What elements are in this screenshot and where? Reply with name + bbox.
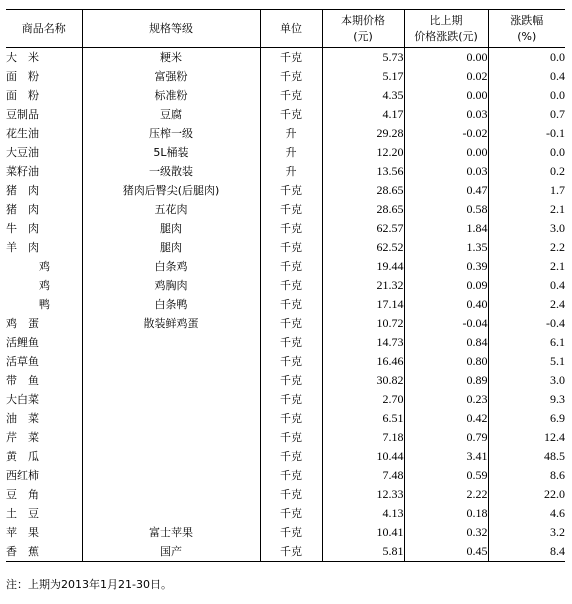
cell-spec	[82, 371, 260, 390]
cell-spec: 粳米	[82, 48, 260, 68]
cell-name: 豆 角	[6, 488, 39, 501]
header-name: 商品名称	[6, 10, 82, 48]
cell-name: 鸡	[39, 260, 50, 273]
cell-spec: 白条鸭	[82, 295, 260, 314]
cell-name: 苹 果	[6, 526, 39, 539]
cell-price: 30.82	[322, 371, 404, 390]
cell-spec: 腿肉	[82, 219, 260, 238]
cell-spec: 腿肉	[82, 238, 260, 257]
table-row	[6, 86, 565, 105]
table-row	[6, 181, 565, 200]
table-row	[6, 447, 565, 466]
cell-diff: 0.59	[404, 466, 488, 485]
cell-diff: 0.58	[404, 200, 488, 219]
table-row	[6, 466, 565, 485]
cell-unit: 千克	[260, 276, 322, 295]
cell-spec	[82, 428, 260, 447]
cell-diff: 0.39	[404, 257, 488, 276]
cell-price: 28.65	[322, 181, 404, 200]
cell-diff: -0.02	[404, 124, 488, 143]
table-row	[6, 428, 565, 447]
cell-spec: 富士苹果	[82, 523, 260, 542]
table-row	[6, 67, 565, 86]
cell-diff: 3.41	[404, 447, 488, 466]
cell-pct: 48.5	[488, 447, 565, 466]
cell-price: 28.65	[322, 200, 404, 219]
cell-name: 豆制品	[6, 108, 39, 121]
cell-spec: 压榨一级	[82, 124, 260, 143]
cell-pct: 0.0	[488, 48, 565, 68]
cell-name: 油 菜	[6, 412, 39, 425]
cell-unit: 千克	[260, 428, 322, 447]
cell-pct: 3.2	[488, 523, 565, 542]
cell-unit: 升	[260, 162, 322, 181]
cell-unit: 千克	[260, 542, 322, 562]
price-table	[6, 9, 565, 562]
cell-pct: 5.1	[488, 352, 565, 371]
cell-pct: -0.4	[488, 314, 565, 333]
table-row	[6, 162, 565, 181]
cell-unit: 千克	[260, 447, 322, 466]
cell-pct: 0.0	[488, 143, 565, 162]
cell-price: 16.46	[322, 352, 404, 371]
cell-name: 黄 瓜	[6, 450, 39, 463]
cell-price: 62.57	[322, 219, 404, 238]
cell-name: 西红柿	[6, 469, 39, 482]
table-row	[6, 48, 565, 68]
cell-diff: 1.84	[404, 219, 488, 238]
cell-unit: 千克	[260, 238, 322, 257]
table-row	[6, 257, 565, 276]
cell-price: 2.70	[322, 390, 404, 409]
cell-spec: 散装鲜鸡蛋	[82, 314, 260, 333]
cell-spec	[82, 409, 260, 428]
cell-price: 29.28	[322, 124, 404, 143]
table-row	[6, 390, 565, 409]
cell-price: 19.44	[322, 257, 404, 276]
cell-price: 7.48	[322, 466, 404, 485]
table-row	[6, 485, 565, 504]
cell-name: 芹 菜	[6, 431, 39, 444]
table-row	[6, 238, 565, 257]
header-spec: 规格等级	[82, 10, 260, 48]
cell-diff: 0.03	[404, 105, 488, 124]
cell-spec	[82, 333, 260, 352]
cell-pct: 4.6	[488, 504, 565, 523]
cell-name: 香 蕉	[6, 542, 82, 562]
cell-name: 带 鱼	[6, 374, 39, 387]
cell-price: 13.56	[322, 162, 404, 181]
cell-price: 4.13	[322, 504, 404, 523]
table-row	[6, 143, 565, 162]
cell-diff: 0.09	[404, 276, 488, 295]
table-row	[6, 314, 565, 333]
cell-diff: 0.18	[404, 504, 488, 523]
cell-unit: 千克	[260, 105, 322, 124]
cell-pct: 3.0	[488, 371, 565, 390]
table-row	[6, 523, 565, 542]
cell-price: 5.73	[322, 48, 404, 68]
cell-unit: 千克	[260, 466, 322, 485]
table-row	[6, 124, 565, 143]
cell-diff: 0.02	[404, 67, 488, 86]
cell-diff: 0.00	[404, 48, 488, 68]
cell-pct: 2.4	[488, 295, 565, 314]
header-diff: 比上期 价格涨跌(元)	[404, 10, 488, 48]
cell-unit: 升	[260, 143, 322, 162]
cell-name: 大 米	[6, 51, 39, 64]
table-row	[6, 409, 565, 428]
cell-spec: 鸡胸肉	[82, 276, 260, 295]
table-row	[6, 371, 565, 390]
cell-unit: 千克	[260, 523, 322, 542]
table-row	[6, 276, 565, 295]
cell-name: 花生油	[6, 127, 39, 140]
cell-diff: 0.40	[404, 295, 488, 314]
cell-unit: 千克	[260, 371, 322, 390]
cell-price: 21.32	[322, 276, 404, 295]
cell-diff: 0.79	[404, 428, 488, 447]
cell-name: 鸭	[39, 298, 50, 311]
cell-diff: 0.45	[404, 542, 488, 562]
cell-name: 鸡	[39, 279, 50, 292]
cell-diff: 0.23	[404, 390, 488, 409]
cell-pct: -0.1	[488, 124, 565, 143]
cell-pct: 12.4	[488, 428, 565, 447]
cell-diff: 0.84	[404, 333, 488, 352]
cell-unit: 千克	[260, 295, 322, 314]
cell-price: 10.41	[322, 523, 404, 542]
header-pct: 涨跌幅 (%)	[488, 10, 565, 48]
table-row	[6, 542, 565, 562]
cell-pct: 2.1	[488, 257, 565, 276]
table-row	[6, 333, 565, 352]
cell-spec	[82, 485, 260, 504]
cell-price: 10.44	[322, 447, 404, 466]
cell-name: 菜籽油	[6, 165, 39, 178]
cell-diff: 0.80	[404, 352, 488, 371]
cell-price: 12.33	[322, 485, 404, 504]
cell-unit: 千克	[260, 390, 322, 409]
cell-unit: 升	[260, 124, 322, 143]
cell-pct: 0.4	[488, 276, 565, 295]
cell-name: 活鲤鱼	[6, 336, 39, 349]
cell-diff: 0.89	[404, 371, 488, 390]
cell-pct: 0.0	[488, 86, 565, 105]
cell-price: 5.81	[322, 542, 404, 562]
cell-diff: -0.04	[404, 314, 488, 333]
cell-diff: 2.22	[404, 485, 488, 504]
cell-unit: 千克	[260, 409, 322, 428]
table-row	[6, 200, 565, 219]
cell-unit: 千克	[260, 181, 322, 200]
table-row	[6, 219, 565, 238]
cell-unit: 千克	[260, 485, 322, 504]
cell-pct: 6.9	[488, 409, 565, 428]
cell-pct: 0.7	[488, 105, 565, 124]
cell-spec	[82, 466, 260, 485]
cell-name: 大白菜	[6, 393, 39, 406]
cell-spec	[82, 447, 260, 466]
cell-diff: 0.03	[404, 162, 488, 181]
cell-spec: 5L桶装	[82, 143, 260, 162]
cell-pct: 22.0	[488, 485, 565, 504]
cell-spec	[82, 390, 260, 409]
cell-name: 面 粉	[6, 89, 39, 102]
cell-price: 7.18	[322, 428, 404, 447]
cell-price: 5.17	[322, 67, 404, 86]
cell-unit: 千克	[260, 67, 322, 86]
cell-spec: 一级散装	[82, 162, 260, 181]
cell-name: 鸡 蛋	[6, 317, 39, 330]
cell-pct: 0.4	[488, 67, 565, 86]
cell-unit: 千克	[260, 86, 322, 105]
cell-diff: 0.32	[404, 523, 488, 542]
cell-spec: 标准粉	[82, 86, 260, 105]
table-row	[6, 295, 565, 314]
cell-diff: 1.35	[404, 238, 488, 257]
cell-unit: 千克	[260, 504, 322, 523]
cell-spec: 白条鸡	[82, 257, 260, 276]
table-row	[6, 105, 565, 124]
cell-price: 6.51	[322, 409, 404, 428]
header-unit: 单位	[260, 10, 322, 48]
cell-name: 猪 肉	[6, 184, 39, 197]
cell-unit: 千克	[260, 219, 322, 238]
cell-price: 14.73	[322, 333, 404, 352]
cell-diff: 0.00	[404, 143, 488, 162]
cell-spec: 五花肉	[82, 200, 260, 219]
header-price: 本期价格 (元)	[322, 10, 404, 48]
table-header-row	[6, 10, 565, 48]
cell-unit: 千克	[260, 200, 322, 219]
cell-pct: 2.1	[488, 200, 565, 219]
cell-name: 大豆油	[6, 146, 39, 159]
cell-price: 4.35	[322, 86, 404, 105]
cell-name: 土 豆	[6, 507, 39, 520]
cell-name: 面 粉	[6, 70, 39, 83]
cell-spec: 豆腐	[82, 105, 260, 124]
cell-diff: 0.42	[404, 409, 488, 428]
cell-name: 猪 肉	[6, 203, 39, 216]
cell-unit: 千克	[260, 48, 322, 68]
cell-pct: 8.6	[488, 466, 565, 485]
cell-price: 10.72	[322, 314, 404, 333]
cell-spec	[82, 504, 260, 523]
cell-pct: 8.4	[488, 542, 565, 562]
cell-unit: 千克	[260, 314, 322, 333]
cell-diff: 0.47	[404, 181, 488, 200]
cell-spec: 富强粉	[82, 67, 260, 86]
table-row	[6, 504, 565, 523]
table-row	[6, 352, 565, 371]
cell-spec: 猪肉后臀尖(后腿肉)	[82, 181, 260, 200]
cell-spec: 国产	[82, 542, 260, 562]
cell-pct: 9.3	[488, 390, 565, 409]
cell-name: 羊 肉	[6, 241, 39, 254]
footnote: 注：上期为2013年1月21-30日。	[6, 578, 172, 591]
cell-pct: 0.2	[488, 162, 565, 181]
cell-pct: 2.2	[488, 238, 565, 257]
cell-unit: 千克	[260, 257, 322, 276]
cell-pct: 3.0	[488, 219, 565, 238]
cell-spec	[82, 352, 260, 371]
cell-price: 12.20	[322, 143, 404, 162]
cell-price: 4.17	[322, 105, 404, 124]
cell-price: 62.52	[322, 238, 404, 257]
cell-price: 17.14	[322, 295, 404, 314]
cell-unit: 千克	[260, 333, 322, 352]
cell-pct: 6.1	[488, 333, 565, 352]
cell-pct: 1.7	[488, 181, 565, 200]
table-body	[6, 48, 565, 562]
cell-name: 活草鱼	[6, 355, 39, 368]
cell-diff: 0.00	[404, 86, 488, 105]
cell-unit: 千克	[260, 352, 322, 371]
cell-name: 牛 肉	[6, 222, 39, 235]
